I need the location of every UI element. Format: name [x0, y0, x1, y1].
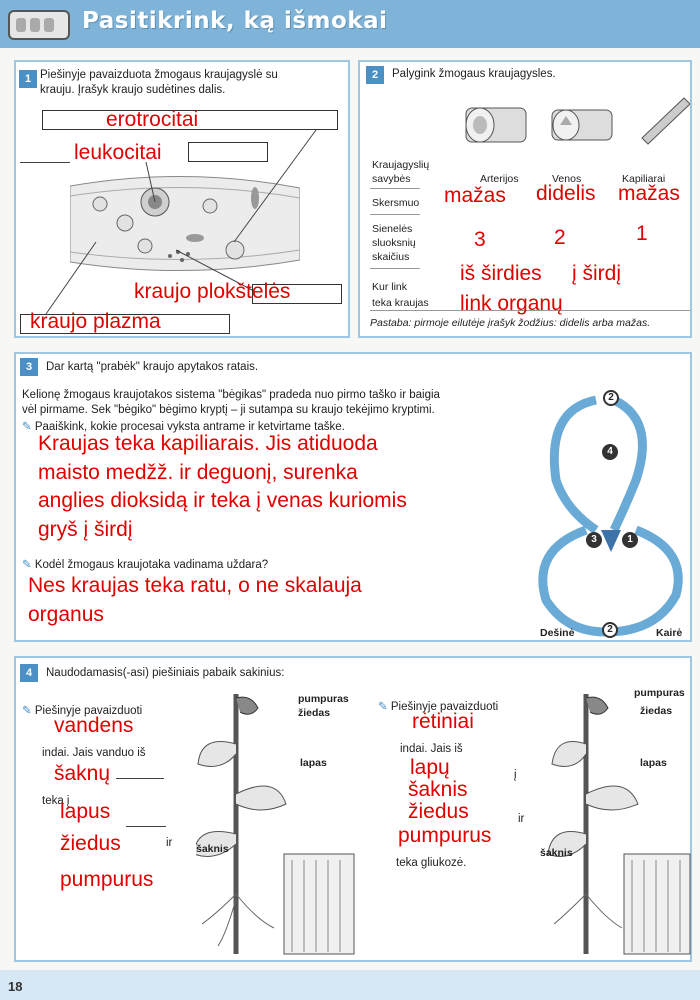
- row-kur-1: Kur link: [372, 281, 408, 293]
- left-line-1: ✎ Piešinyje pavaizduoti: [22, 705, 143, 717]
- skersmuo-venos: didelis: [536, 182, 596, 205]
- plant-label-ziedas: žiedas: [298, 707, 331, 719]
- page-number: 18: [8, 979, 23, 994]
- exercise-number: 4: [20, 664, 38, 682]
- skersmuo-kapiliarai: mažas: [618, 182, 680, 205]
- plant-illustration-right: [546, 684, 692, 958]
- exercise-number: 1: [19, 70, 37, 88]
- right-line-2: indai. Jais iš: [400, 743, 463, 755]
- sieneles-venos: 2: [554, 226, 566, 249]
- plant-illustration-left: [196, 684, 356, 958]
- section-title: Dar kartą "prabėk" kraujo apytakos ratais.: [46, 361, 259, 373]
- plant-label-saknis: šaknis: [196, 843, 229, 855]
- point-4: 4: [602, 444, 618, 460]
- page-header: [0, 0, 700, 48]
- answer-text-1: erotrocitai: [106, 108, 199, 131]
- right-answer-1: rėtiniai: [412, 710, 474, 733]
- paragraph-line-2: vėl pirmame. Sek "bėgiko" bėgimo kryptį – ji sutampa su kraujo tekėjimo kryptimi.: [22, 404, 435, 416]
- kur-arterijos: iš širdies: [460, 262, 542, 285]
- instruction-line-1: Piešinyje pavaizduota žmogaus kraujagyslė su: [40, 69, 278, 81]
- page-footer: [0, 970, 700, 1000]
- left-answer-4: žiedus: [60, 832, 121, 855]
- left-line-3: teka į: [42, 795, 70, 807]
- right-line-4: ir: [518, 813, 525, 825]
- right-answer-3: šaknis: [408, 778, 468, 801]
- right-line-3: į: [514, 769, 517, 781]
- row-sieneles-3: skaičius: [372, 251, 410, 263]
- exercise-1: [14, 60, 350, 338]
- left-line-4: ir: [166, 837, 173, 849]
- left-answer-3: lapus: [60, 800, 111, 823]
- exercise-2: [358, 60, 692, 338]
- exercise-number: 3: [20, 358, 38, 376]
- right-line-5: teka gliukozė.: [396, 857, 467, 869]
- point-2-bottom: 2: [602, 622, 618, 638]
- row-header-line-1: Kraujagyslių: [372, 159, 430, 171]
- right-answer-2: lapų: [410, 756, 450, 779]
- plant-label-pumpuras: pumpuras: [298, 693, 349, 705]
- question-1: ✎ Paaiškink, kokie procesai vyksta antrame ir ketvirtame taške.: [22, 421, 345, 433]
- exercise-4: [14, 656, 692, 962]
- column-kapiliarai: Kapiliarai: [622, 173, 666, 185]
- question-2: ✎ Kodėl žmogaus kraujotaka vadinama uždara?: [22, 559, 269, 571]
- answer-text-4: kraujo plazma: [30, 310, 161, 333]
- row-skersmuo: Skersmuo: [372, 197, 420, 209]
- skersmuo-arterijos: mažas: [444, 184, 506, 207]
- left-answer-2: šaknų: [54, 762, 111, 785]
- instruction: Palygink žmogaus kraujagysles.: [392, 68, 556, 80]
- point-2-top: 2: [603, 390, 619, 406]
- exercise-number: 2: [366, 66, 384, 84]
- plant-label-pumpuras-right: pumpuras: [634, 687, 685, 699]
- paragraph-line-1: Kelionę žmogaus kraujotakos sistema "bėgikas" pradeda nuo pirmo taško ir baigia: [22, 389, 440, 401]
- vessel-cross-sections: [460, 90, 690, 150]
- kur-kapiliarai: link organų: [460, 292, 563, 315]
- row-sieneles-1: Sienelės: [372, 223, 413, 235]
- right-answer-4: žiedus: [408, 800, 469, 823]
- circulation-diagram: [526, 370, 692, 640]
- plant-label-lapas: lapas: [300, 757, 327, 769]
- plant-label-lapas-right: lapas: [640, 757, 667, 769]
- instruction-line-2: krauju. Įrašyk kraujo sudėtines dalis.: [40, 84, 226, 96]
- plant-label-ziedas-right: žiedas: [640, 705, 673, 717]
- row-kur-2: teka kraujas: [372, 297, 429, 309]
- circulation-loops: [526, 370, 692, 640]
- point-3: 3: [586, 532, 602, 548]
- pencil-icon: ✎: [22, 421, 35, 433]
- pencil-icon: ✎: [22, 705, 35, 717]
- pencil-icon: ✎: [378, 701, 391, 713]
- plant-label-saknis-right: šaknis: [540, 847, 573, 859]
- left-answer-1: vandens: [54, 714, 134, 737]
- row-sieneles-2: sluoksnių: [372, 237, 416, 249]
- right-line-1: ✎ Piešinyje pavaizduoti: [378, 701, 499, 713]
- left-answer-5: pumpurus: [60, 868, 154, 891]
- exercise-3: [14, 352, 692, 642]
- answer-text-2: leukocitai: [74, 141, 162, 164]
- instruction: Naudodamasis(-asi) piešiniais pabaik sakinius:: [46, 667, 285, 679]
- label-kaire: Kairė: [656, 627, 683, 639]
- row-header-line-2: savybės: [372, 173, 411, 185]
- answer-text-3: kraujo plokštelės: [134, 280, 291, 303]
- column-venos: Venos: [552, 173, 582, 185]
- column-arterijos: Arterijos: [480, 173, 519, 185]
- kur-venos: į širdį: [572, 262, 622, 285]
- label-desine: Dešinė: [540, 627, 575, 639]
- right-answer-5: pumpurus: [398, 824, 492, 847]
- page-title: Pasitikrink, ką išmokai: [82, 8, 388, 34]
- bacteria-icon: [8, 10, 70, 40]
- sieneles-kapiliarai: 1: [636, 222, 648, 245]
- answer-2: Nes kraujas teka ratu, o ne skalauja organus: [28, 574, 362, 626]
- left-line-2: indai. Jais vanduo iš: [42, 747, 146, 759]
- answer-1: Kraujas teka kapiliarais. Jis atiduoda maisto medžž. ir deguonį, surenka anglies dioksidą ir teka į venas kuriomis gryš į širdį: [38, 432, 407, 541]
- note: Pastaba: pirmoje eilutėje įrašyk žodžius: didelis arba mažas.: [370, 317, 651, 329]
- sieneles-arterijos: 3: [474, 228, 486, 251]
- point-1: 1: [622, 532, 638, 548]
- pencil-icon: ✎: [22, 559, 35, 571]
